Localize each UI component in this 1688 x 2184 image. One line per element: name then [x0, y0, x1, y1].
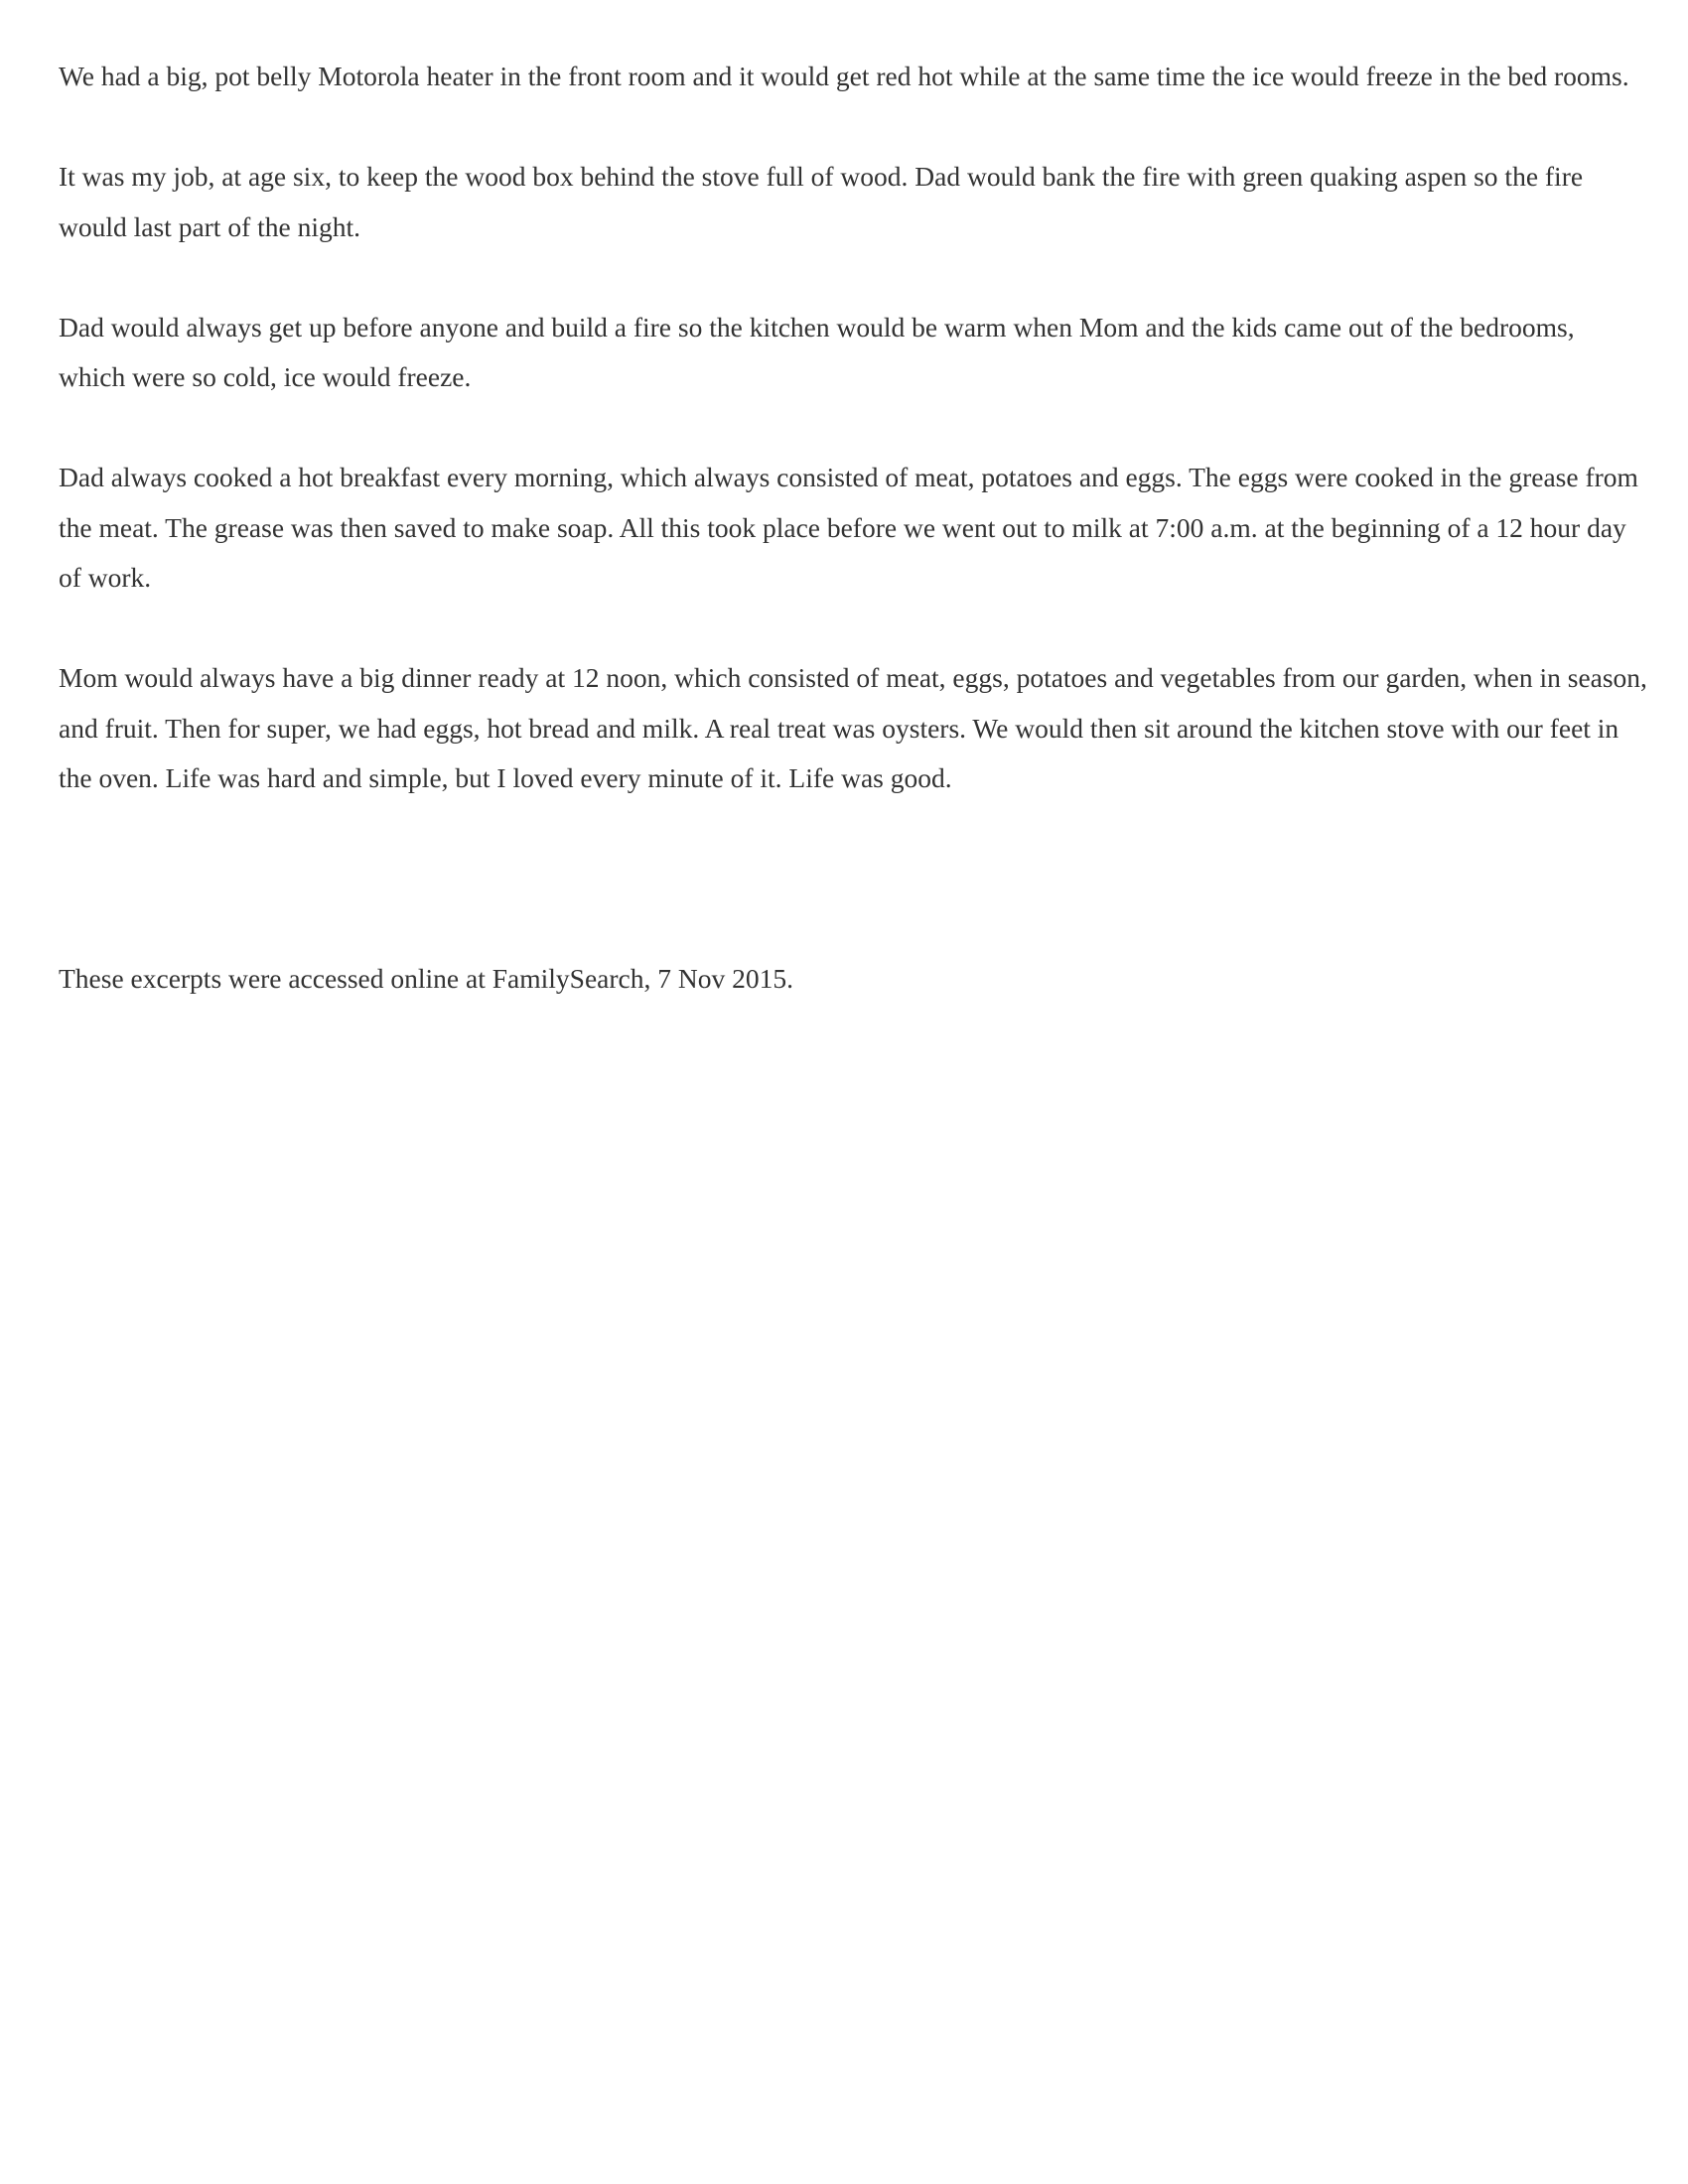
paragraph-breakfast: Dad always cooked a hot breakfast every morning, which always consisted of meat, potatoes and eggs. The eggs were cooked in the grease from the meat. The grease was then saved to make soap. All this took place before we went out to milk at 7:00 a.m. at the beginning of a 12 hour day of work.: [59, 462, 1638, 593]
document-body: [59, 52, 1647, 1005]
paragraph-wood-box: It was my job, at age six, to keep the wood box behind the stove full of wood. Dad would bank the fire with green quaking aspen so the fire would last part of the night.: [59, 161, 1584, 242]
paragraph-heater: We had a big, pot belly Motorola heater in the front room and it would get red hot while at the same time the ice would freeze in the bed rooms.: [59, 61, 1629, 91]
paragraph-dinner: Mom would always have a big dinner ready at 12 noon, which consisted of meat, eggs, potatoes and vegetables from our garden, when in season, and fruit. Then for super, we had eggs, hot bread and milk. A real treat was oysters. We would then sit around the kitchen stove with our feet in the oven. Life was hard and simple, but I loved every minute of it. Life was good.: [59, 662, 1647, 793]
paragraph-morning-fire: Dad would always get up before anyone and build a fire so the kitchen would be warm when Mom and the kids came out of the bedrooms, which were so cold, ice would freeze.: [59, 311, 1575, 392]
source-note: These excerpts were accessed online at FamilySearch, 7 Nov 2015.: [59, 963, 793, 994]
section-spacer: [59, 854, 1647, 954]
